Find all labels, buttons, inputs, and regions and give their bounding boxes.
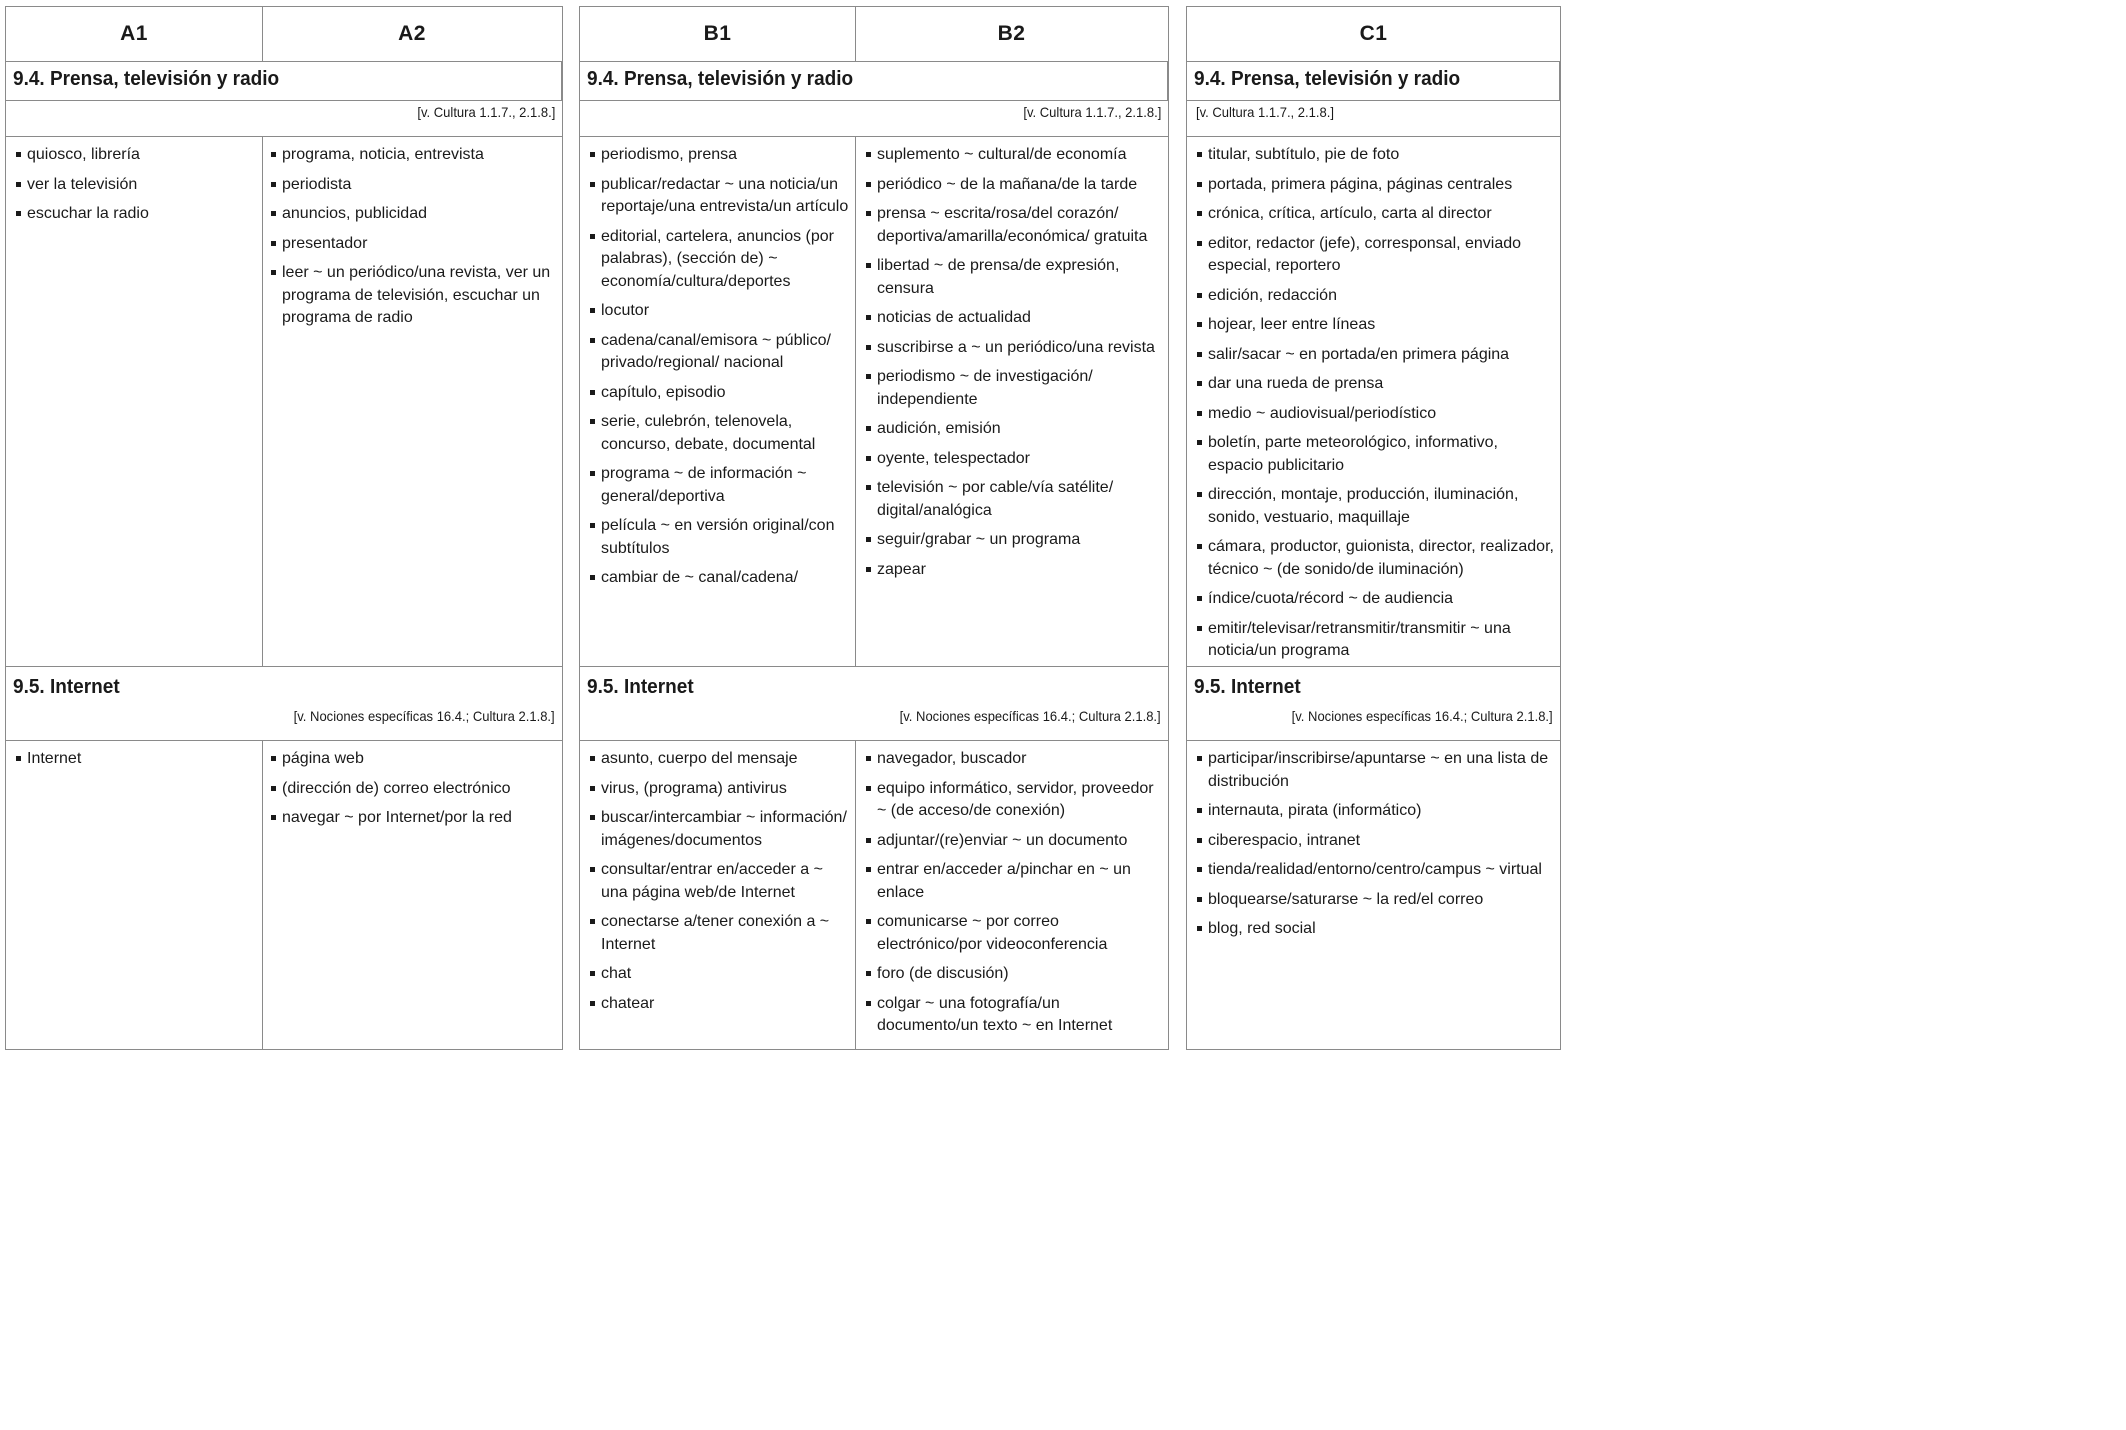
panel-b1-b2	[579, 6, 1169, 1050]
list-item: seguir/grabar ~ un programa	[865, 529, 1161, 552]
list-item: presentador	[270, 233, 556, 256]
section-9-5-reference: [v. Nociones específicas 16.4.; Cultura 2.1.8.]	[293, 708, 555, 724]
list-item: televisión ~ por cable/vía satélite/ digital/analógica	[865, 477, 1161, 522]
section-9-4-reference: [v. Cultura 1.1.7., 2.1.8.]	[1023, 104, 1161, 120]
list-item: página web	[270, 748, 556, 771]
list-item: editorial, cartelera, anuncios (por palabras), (sección de) ~ economía/cultura/deportes	[589, 226, 851, 294]
level-header-a1: A1	[120, 22, 148, 45]
list-item: libertad ~ de prensa/de expresión, censura	[865, 255, 1161, 300]
list-item: portada, primera página, páginas centrales	[1196, 174, 1556, 197]
list-item: foro (de discusión)	[865, 963, 1161, 986]
list-item: ciberespacio, intranet	[1196, 830, 1556, 853]
list-item: ver la televisión	[15, 174, 255, 197]
list-item: publicar/redactar ~ una noticia/un reportaje/una entrevista/un artículo	[589, 174, 851, 219]
panel-a1-a2	[5, 6, 563, 1050]
list-item: asunto, cuerpo del mensaje	[589, 748, 851, 771]
list-item: bloquearse/saturarse ~ la red/el correo	[1196, 889, 1556, 912]
list-item: conectarse a/tener conexión a ~ Internet	[589, 911, 851, 956]
list-item: comunicarse ~ por correo electrónico/por videoconferencia	[865, 911, 1161, 956]
list-item: dirección, montaje, producción, iluminación, sonido, vestuario, maquillaje	[1196, 484, 1556, 529]
list-9-4-b2	[865, 144, 1161, 588]
list-item: prensa ~ escrita/rosa/del corazón/ deportiva/amarilla/económica/ gratuita	[865, 203, 1161, 248]
list-item: programa, noticia, entrevista	[270, 144, 556, 167]
list-item: periodismo, prensa	[589, 144, 851, 167]
section-9-4-title-box	[1187, 61, 1560, 101]
list-item: escuchar la radio	[15, 203, 255, 226]
list-item: oyente, telespectador	[865, 448, 1161, 471]
list-9-4-b1	[589, 144, 851, 597]
list-9-5-b1	[589, 748, 851, 1022]
list-9-5-b2	[865, 748, 1161, 1045]
list-item: equipo informático, servidor, proveedor ~ (de acceso/de conexión)	[865, 778, 1161, 823]
list-item: periodista	[270, 174, 556, 197]
list-9-5-a1	[15, 748, 255, 778]
list-item: índice/cuota/récord ~ de audiencia	[1196, 588, 1556, 611]
list-item: participar/inscribirse/apuntarse ~ en una lista de distribución	[1196, 748, 1556, 793]
list-item: emitir/televisar/retransmitir/transmitir ~ una noticia/un programa	[1196, 618, 1556, 663]
section-9-5-title: 9.5. Internet	[1194, 676, 1301, 698]
list-item: entrar en/acceder a/pinchar en ~ un enlace	[865, 859, 1161, 904]
list-item: capítulo, episodio	[589, 382, 851, 405]
list-item: edición, redacción	[1196, 285, 1556, 308]
list-item: editor, redactor (jefe), corresponsal, enviado especial, reportero	[1196, 233, 1556, 278]
list-item: suscribirse a ~ un periódico/una revista	[865, 337, 1161, 360]
list-item: cámara, productor, guionista, director, realizador, técnico ~ (de sonido/de iluminación)	[1196, 536, 1556, 581]
section-9-5-reference: [v. Nociones específicas 16.4.; Cultura 2.1.8.]	[1291, 708, 1553, 724]
list-item: buscar/intercambiar ~ información/ imágenes/documentos	[589, 807, 851, 852]
list-item: película ~ en versión original/con subtítulos	[589, 515, 851, 560]
level-header-c1: C1	[1359, 22, 1388, 45]
list-9-5-c1	[1196, 748, 1556, 948]
list-item: dar una rueda de prensa	[1196, 373, 1556, 396]
list-9-4-a2	[270, 144, 556, 337]
list-9-4-a1	[15, 144, 255, 233]
list-item: zapear	[865, 559, 1161, 582]
list-item: serie, culebrón, telenovela, concurso, debate, documental	[589, 411, 851, 456]
list-9-4-c1	[1196, 144, 1556, 670]
list-item: colgar ~ una fotografía/un documento/un texto ~ en Internet	[865, 993, 1161, 1038]
list-item: noticias de actualidad	[865, 307, 1161, 330]
list-item: navegador, buscador	[865, 748, 1161, 771]
panel-c1	[1186, 6, 1561, 1050]
level-header-b1: B1	[703, 22, 732, 45]
list-item: hojear, leer entre líneas	[1196, 314, 1556, 337]
section-9-5-title: 9.5. Internet	[587, 676, 694, 698]
level-header-a2: A2	[398, 22, 426, 45]
section-9-4-title: 9.4. Prensa, televisión y radio	[13, 68, 280, 90]
list-item: titular, subtítulo, pie de foto	[1196, 144, 1556, 167]
section-9-4-title: 9.4. Prensa, televisión y radio	[1194, 68, 1461, 90]
list-item: boletín, parte meteorológico, informativo, espacio publicitario	[1196, 432, 1556, 477]
section-9-4-reference: [v. Cultura 1.1.7., 2.1.8.]	[1196, 104, 1334, 120]
list-item: medio ~ audiovisual/periodístico	[1196, 403, 1556, 426]
list-item: salir/sacar ~ en portada/en primera página	[1196, 344, 1556, 367]
list-item: chatear	[589, 993, 851, 1016]
list-item: blog, red social	[1196, 918, 1556, 941]
list-item: tienda/realidad/entorno/centro/campus ~ virtual	[1196, 859, 1556, 882]
list-item: consultar/entrar en/acceder a ~ una página web/de Internet	[589, 859, 851, 904]
list-item: (dirección de) correo electrónico	[270, 778, 556, 801]
list-item: virus, (programa) antivirus	[589, 778, 851, 801]
list-item: periodismo ~ de investigación/ independiente	[865, 366, 1161, 411]
list-item: Internet	[15, 748, 255, 771]
section-9-5-title: 9.5. Internet	[13, 676, 120, 698]
list-item: chat	[589, 963, 851, 986]
section-9-4-title-box	[6, 61, 562, 101]
list-item: programa ~ de información ~ general/deportiva	[589, 463, 851, 508]
list-item: locutor	[589, 300, 851, 323]
list-item: adjuntar/(re)enviar ~ un documento	[865, 830, 1161, 853]
section-9-4-title-box	[580, 61, 1168, 101]
list-item: anuncios, publicidad	[270, 203, 556, 226]
list-item: suplemento ~ cultural/de economía	[865, 144, 1161, 167]
list-item: leer ~ un periódico/una revista, ver un programa de televisión, escuchar un programa de radio	[270, 262, 556, 330]
level-header-b2: B2	[997, 22, 1026, 45]
list-item: periódico ~ de la mañana/de la tarde	[865, 174, 1161, 197]
list-item: audición, emisión	[865, 418, 1161, 441]
section-9-4-reference: [v. Cultura 1.1.7., 2.1.8.]	[417, 104, 555, 120]
section-9-5-reference: [v. Nociones específicas 16.4.; Cultura 2.1.8.]	[899, 708, 1161, 724]
list-item: crónica, crítica, artículo, carta al director	[1196, 203, 1556, 226]
list-item: cambiar de ~ canal/cadena/	[589, 567, 851, 590]
list-item: quiosco, librería	[15, 144, 255, 167]
list-item: internauta, pirata (informático)	[1196, 800, 1556, 823]
list-9-5-a2	[270, 748, 556, 837]
list-item: navegar ~ por Internet/por la red	[270, 807, 556, 830]
list-item: cadena/canal/emisora ~ público/ privado/regional/ nacional	[589, 330, 851, 375]
section-9-4-title: 9.4. Prensa, televisión y radio	[587, 68, 854, 90]
